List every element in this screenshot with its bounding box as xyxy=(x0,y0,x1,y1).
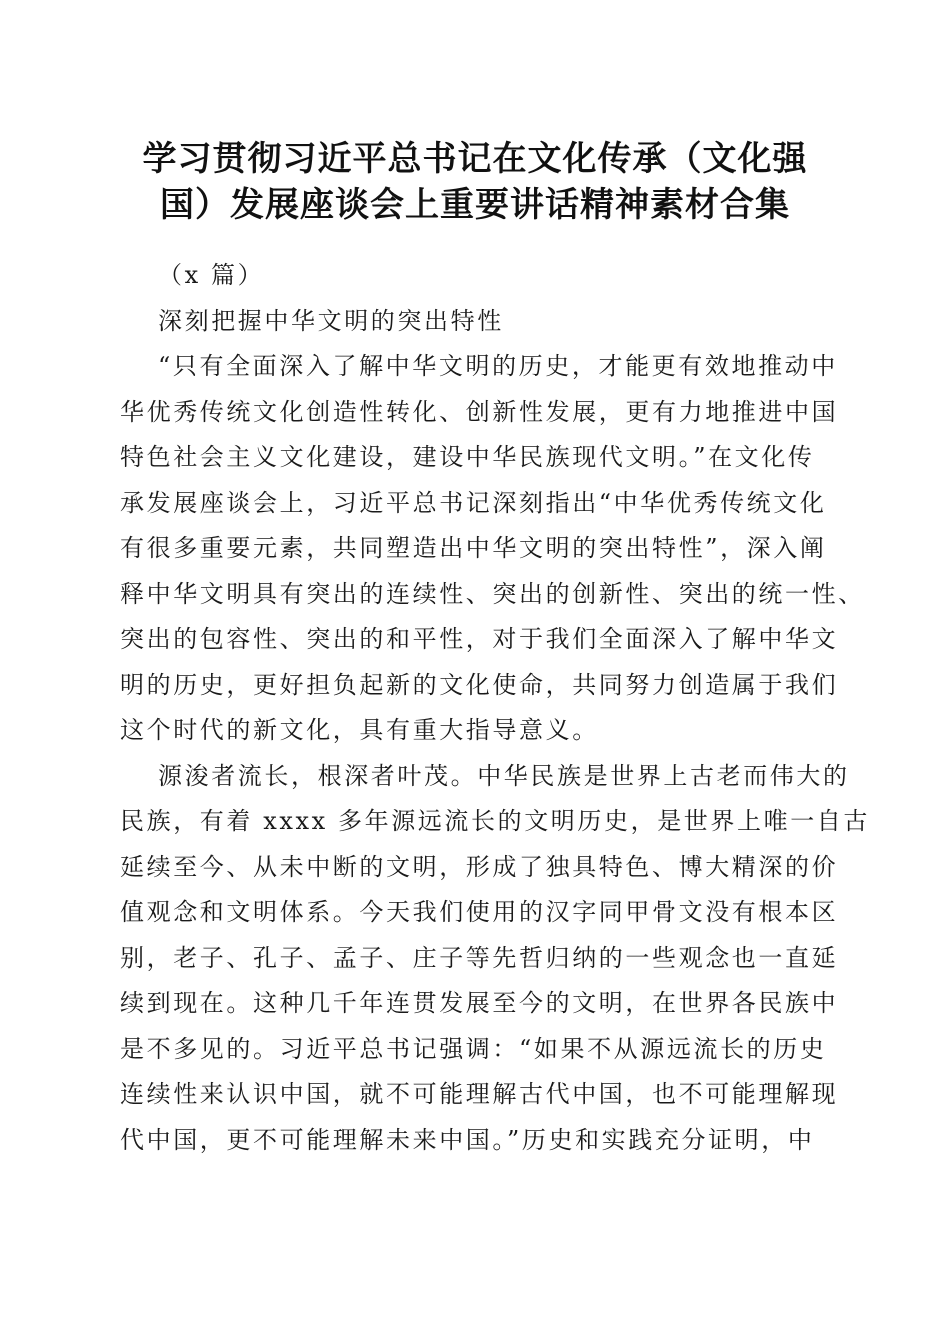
paragraph-line: 华优秀传统文化创造性转化、创新性发展，更有力地推进中国 xyxy=(120,397,839,426)
paragraph-1 xyxy=(120,344,865,754)
paragraph-line: 源浚者流长，根深者叶茂。中华民族是世界上古老而伟大的 xyxy=(158,761,850,790)
paragraph-line: 明的历史，更好担负起新的文化使命，共同努力创造属于我们 xyxy=(120,670,839,699)
paragraph-line: 代中国，更不可能理解未来中国。”历史和实践充分证明，中 xyxy=(120,1125,815,1154)
section-heading: 深刻把握中华文明的突出特性 xyxy=(158,306,504,335)
paragraph-2 xyxy=(120,754,870,1164)
title-line-1: 学习贯彻习近平总书记在文化传承（文化强 xyxy=(142,139,808,179)
paragraph-line: 续到现在。这种几千年连贯发展至今的文明，在世界各民族中 xyxy=(120,989,839,1017)
paragraph-line: 是不多见的。习近平总书记强调：“如果不从源远流长的历史 xyxy=(120,1034,827,1063)
paragraph-line: 值观念和文明体系。今天我们使用的汉字同甲骨文没有根本区 xyxy=(120,898,839,926)
paragraph-line: 特色社会主义文化建设，建设中华民族现代文明。”在文化传 xyxy=(120,443,815,471)
paragraph-line: “只有全面深入了解中华文明的历史，才能更有效地推动中 xyxy=(158,352,838,380)
paragraph-line: 连续性来认识中国，就不可能理解古代中国，也不可能理解现 xyxy=(120,1080,839,1108)
paragraph-line: 这个时代的新文化，具有重大指导意义。 xyxy=(120,716,599,744)
paragraph-line: 民族，有着 xxxx 多年源远流长的文明历史，是世界上唯一自古 xyxy=(120,807,870,835)
document-title xyxy=(100,136,850,228)
paragraph-line: 承发展座谈会上，习近平总书记深刻指出“中华优秀传统文化 xyxy=(120,488,827,517)
section-label: （x 篇） xyxy=(158,261,265,289)
paragraph-line: 突出的包容性、突出的和平性，对于我们全面深入了解中华文 xyxy=(120,625,839,653)
paragraph-line: 释中华文明具有突出的连续性、突出的创新性、突出的统一性、 xyxy=(120,579,865,608)
paragraph-line: 延续至今、从未中断的文明，形成了独具特色、博大精深的价 xyxy=(120,852,839,881)
paragraph-line: 有很多重要元素，共同塑造出中华文明的突出特性”，深入阐 xyxy=(120,534,827,562)
title-line-2: 国）发展座谈会上重要讲话精神素材合集 xyxy=(160,185,790,225)
paragraph-line: 别，老子、孔子、孟子、庄子等先哲归纳的一些观念也一直延 xyxy=(120,943,839,972)
document-body xyxy=(120,253,870,1163)
